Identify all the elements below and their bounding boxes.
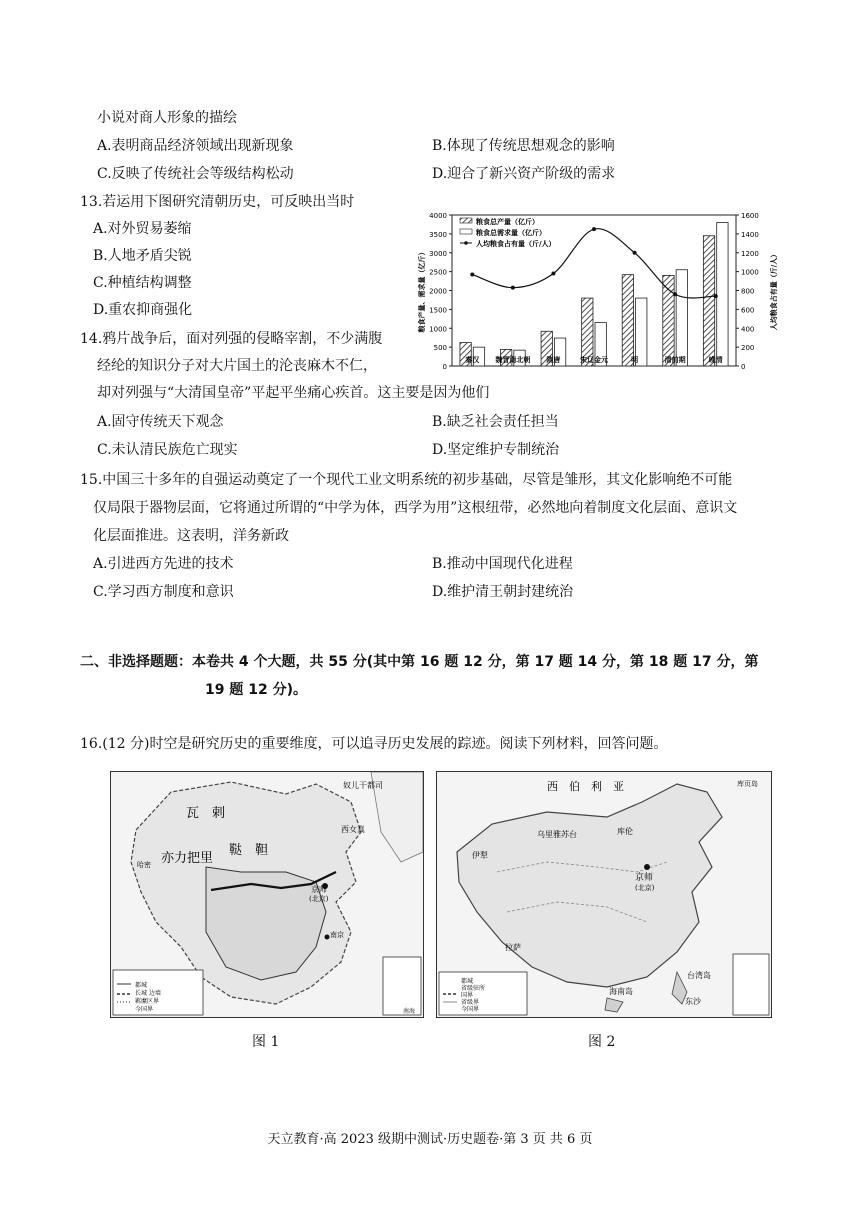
map2-legend-0: 都城 (461, 978, 474, 985)
y-right-tick-label: 1200 (741, 249, 759, 258)
per-capita-point (714, 294, 718, 298)
map1-label-hami: 哈密 (137, 861, 151, 869)
map2-label-hainan: 海南岛 (609, 987, 633, 996)
q15-option-a[interactable]: A.引进西方先进的技术 (93, 556, 234, 572)
map1-label-nanjing: 南京 (330, 931, 344, 939)
q13-option-c[interactable]: C.种植结构调整 (93, 275, 192, 291)
map1-label-capital: 京师 (311, 885, 327, 894)
y-right-tick-label: 1600 (741, 212, 759, 220)
q14-option-b[interactable]: B.缺乏社会责任担当 (432, 414, 559, 430)
map2-label-sakhalin: 库页岛 (737, 780, 758, 788)
page-footer: 天立教育·高 2023 级期中测试·历史题卷·第 3 页 共 6 页 (267, 1132, 593, 1147)
per-capita-point (592, 227, 596, 231)
legend-swatch-point (464, 241, 468, 245)
x-tick-label: 晚清 (708, 356, 723, 364)
capital-marker (644, 864, 650, 870)
per-capita-point (511, 286, 515, 290)
q14-option-c[interactable]: C.未认清民族危亡现实 (97, 442, 238, 458)
q14-line-3: 却对列强与“大清国皇帝”平起平坐痛心疾首。这主要是因为他们 (97, 385, 490, 401)
map1-label-w: 亦力把里 (161, 851, 214, 866)
q12-option-b[interactable]: B.体现了传统思想观念的影响 (432, 138, 615, 154)
x-tick-label: 明 (631, 356, 639, 364)
q15-line-3: 化层面推进。这表明，洋务新政 (93, 528, 289, 544)
map2-label-kulun: 库伦 (617, 827, 633, 836)
per-capita-point (551, 272, 555, 276)
q15-line-2: 仅局限于器物层面，它将通过所谓的“中学为体，西学为用”这根纽带，必然地向着制度文化层面、意识文 (93, 500, 738, 516)
nanjing-marker (325, 935, 330, 940)
bar-production (622, 275, 633, 366)
map1-label-mid: 鞑 靼 (229, 843, 269, 858)
map1-label-hainan: 南海 (403, 1008, 416, 1015)
map2-label-capital-sub: (北京) (635, 884, 655, 892)
section2-heading-cont: 19 题 12 分)。 (205, 682, 307, 698)
q15-option-d[interactable]: D.维护清王朝封建统治 (432, 584, 574, 600)
y-left-tick-label: 3000 (429, 249, 447, 258)
section2-heading: 二、非选择题题：本卷共 4 个大题，共 55 分(其中第 16 题 12 分，第 17 题 14 分，第 18 题 17 分，第 (80, 654, 759, 670)
y-right-label: 人均粮食占有量（斤/人） (770, 250, 778, 331)
legend-label-production: 粮食总产量（亿斤） (476, 218, 539, 226)
q12-option-a[interactable]: A.表明商品经济领域出现新现象 (97, 138, 294, 154)
map1-label-ne: 奴儿干都司 (343, 781, 383, 790)
y-left-tick-label: 500 (433, 344, 447, 353)
y-left-tick-label: 4000 (429, 212, 447, 220)
grain-chart (414, 203, 784, 378)
y-left-tick-label: 2500 (429, 268, 447, 277)
q14-line-2: 经纶的知识分子对大片国土的沦丧麻木不仁， (97, 358, 377, 374)
map2-legend-2: 国界 (461, 992, 474, 999)
figure-2-caption: 图 2 (588, 1034, 616, 1050)
map2-label-top: 西 伯 利 亚 (547, 780, 624, 793)
map1-legend-3: 羁縻区界 (135, 998, 160, 1005)
y-right-tick-label: 600 (741, 306, 755, 315)
map-figure-1 (110, 771, 424, 1018)
plot-frame (452, 215, 736, 366)
q14-line-1: 14.鸦片战争后，面对列强的侵略宰割，不少满腹 (80, 331, 383, 347)
y-left-tick-label: 3500 (429, 230, 447, 239)
map2-legend-1: 省级驻所 (461, 985, 486, 992)
map1-label-nw: 瓦 剌 (186, 806, 226, 821)
bar-demand (676, 270, 687, 366)
q13-option-b[interactable]: B.人地矛盾尖锐 (93, 248, 192, 264)
y-right-tick-label: 1000 (741, 268, 759, 277)
map2-label-capital: 京师 (635, 873, 654, 883)
map2-label-dongsha: 东沙 (685, 997, 701, 1006)
map2-label-lhasa: 拉萨 (505, 943, 521, 952)
x-tick-label: 隋唐 (546, 356, 561, 364)
q12-option-c[interactable]: C.反映了传统社会等级结构松动 (97, 166, 294, 182)
q13-option-d[interactable]: D.重农抑商强化 (93, 302, 193, 318)
per-capita-point (633, 251, 637, 255)
map1-legend-0: 都城 (135, 982, 148, 989)
q13-stem: 13.若运用下图研究清朝历史，可反映出当时 (80, 194, 355, 210)
map2-label-taiwan: 台湾岛 (687, 971, 711, 980)
q15-line-1: 15.中国三十多年的自强运动奠定了一个现代工业文明系统的初步基础，尽管是雏形，其文化影响绝不可能 (80, 472, 733, 488)
y-right-tick-label: 200 (741, 344, 755, 353)
x-tick-label: 宋辽金元 (580, 356, 608, 364)
hainan-shape (605, 998, 623, 1012)
q16-stem: 16.(12 分)时空是研究历史的重要维度，可以追寻历史发展的踪迹。阅读下列材料，回答问题。 (80, 736, 668, 752)
q12-stem-tail: 小说对商人形象的描绘 (97, 110, 237, 126)
map2-label-ili: 伊犁 (472, 851, 488, 860)
legend-label-demand: 粮食总需求量（亿斤） (476, 229, 546, 237)
q13-option-a[interactable]: A.对外贸易萎缩 (93, 221, 192, 237)
y-left-tick-label: 0 (442, 363, 447, 371)
map1-legend-2: 长城 边墙 (135, 990, 161, 997)
bar-demand (717, 223, 728, 366)
bar-production (703, 236, 714, 366)
y-left-tick-label: 1000 (429, 325, 447, 334)
y-left-tick-label: 2000 (429, 287, 447, 296)
x-tick-label: 清前期 (664, 356, 686, 364)
figure-1-caption: 图 1 (252, 1034, 280, 1050)
legend-label-per-capita: 人均粮食占有量（斤/人） (476, 240, 556, 248)
map-figure-2 (436, 771, 772, 1018)
y-right-tick-label: 400 (741, 325, 755, 334)
legend-swatch-demand (460, 229, 472, 234)
map1-label-capital-sub: (北京) (309, 895, 329, 903)
y-right-tick-label: 0 (741, 363, 746, 371)
map2-legend-3: 省级界 (461, 999, 480, 1006)
y-left-label: 粮食产量、需求量（亿斤） (418, 248, 426, 333)
q15-option-b[interactable]: B.推动中国现代化进程 (432, 556, 573, 572)
y-right-tick-label: 800 (741, 287, 755, 296)
q14-option-a[interactable]: A.固守传统天下观念 (97, 414, 224, 430)
per-capita-point (470, 272, 474, 276)
legend-swatch-production (460, 218, 472, 223)
q14-option-d[interactable]: D.坚定维护专制统治 (432, 442, 560, 458)
q15-option-c[interactable]: C.学习西方制度和意识 (93, 584, 234, 600)
per-capita-point (673, 292, 677, 296)
y-left-tick-label: 1500 (429, 306, 447, 315)
map2-label-ulz: 乌里雅苏台 (537, 830, 577, 839)
map2-legend-4: 今国界 (461, 1006, 480, 1013)
map1-label-river: 西女真 (341, 825, 365, 834)
x-tick-label: 魏晋南北朝 (495, 356, 531, 364)
q12-option-d[interactable]: D.迎合了新兴资产阶级的需求 (432, 166, 616, 182)
map1-legend-4: 今国界 (135, 1006, 154, 1013)
x-tick-label: 秦汉 (465, 356, 480, 364)
y-right-tick-label: 1400 (741, 230, 759, 239)
